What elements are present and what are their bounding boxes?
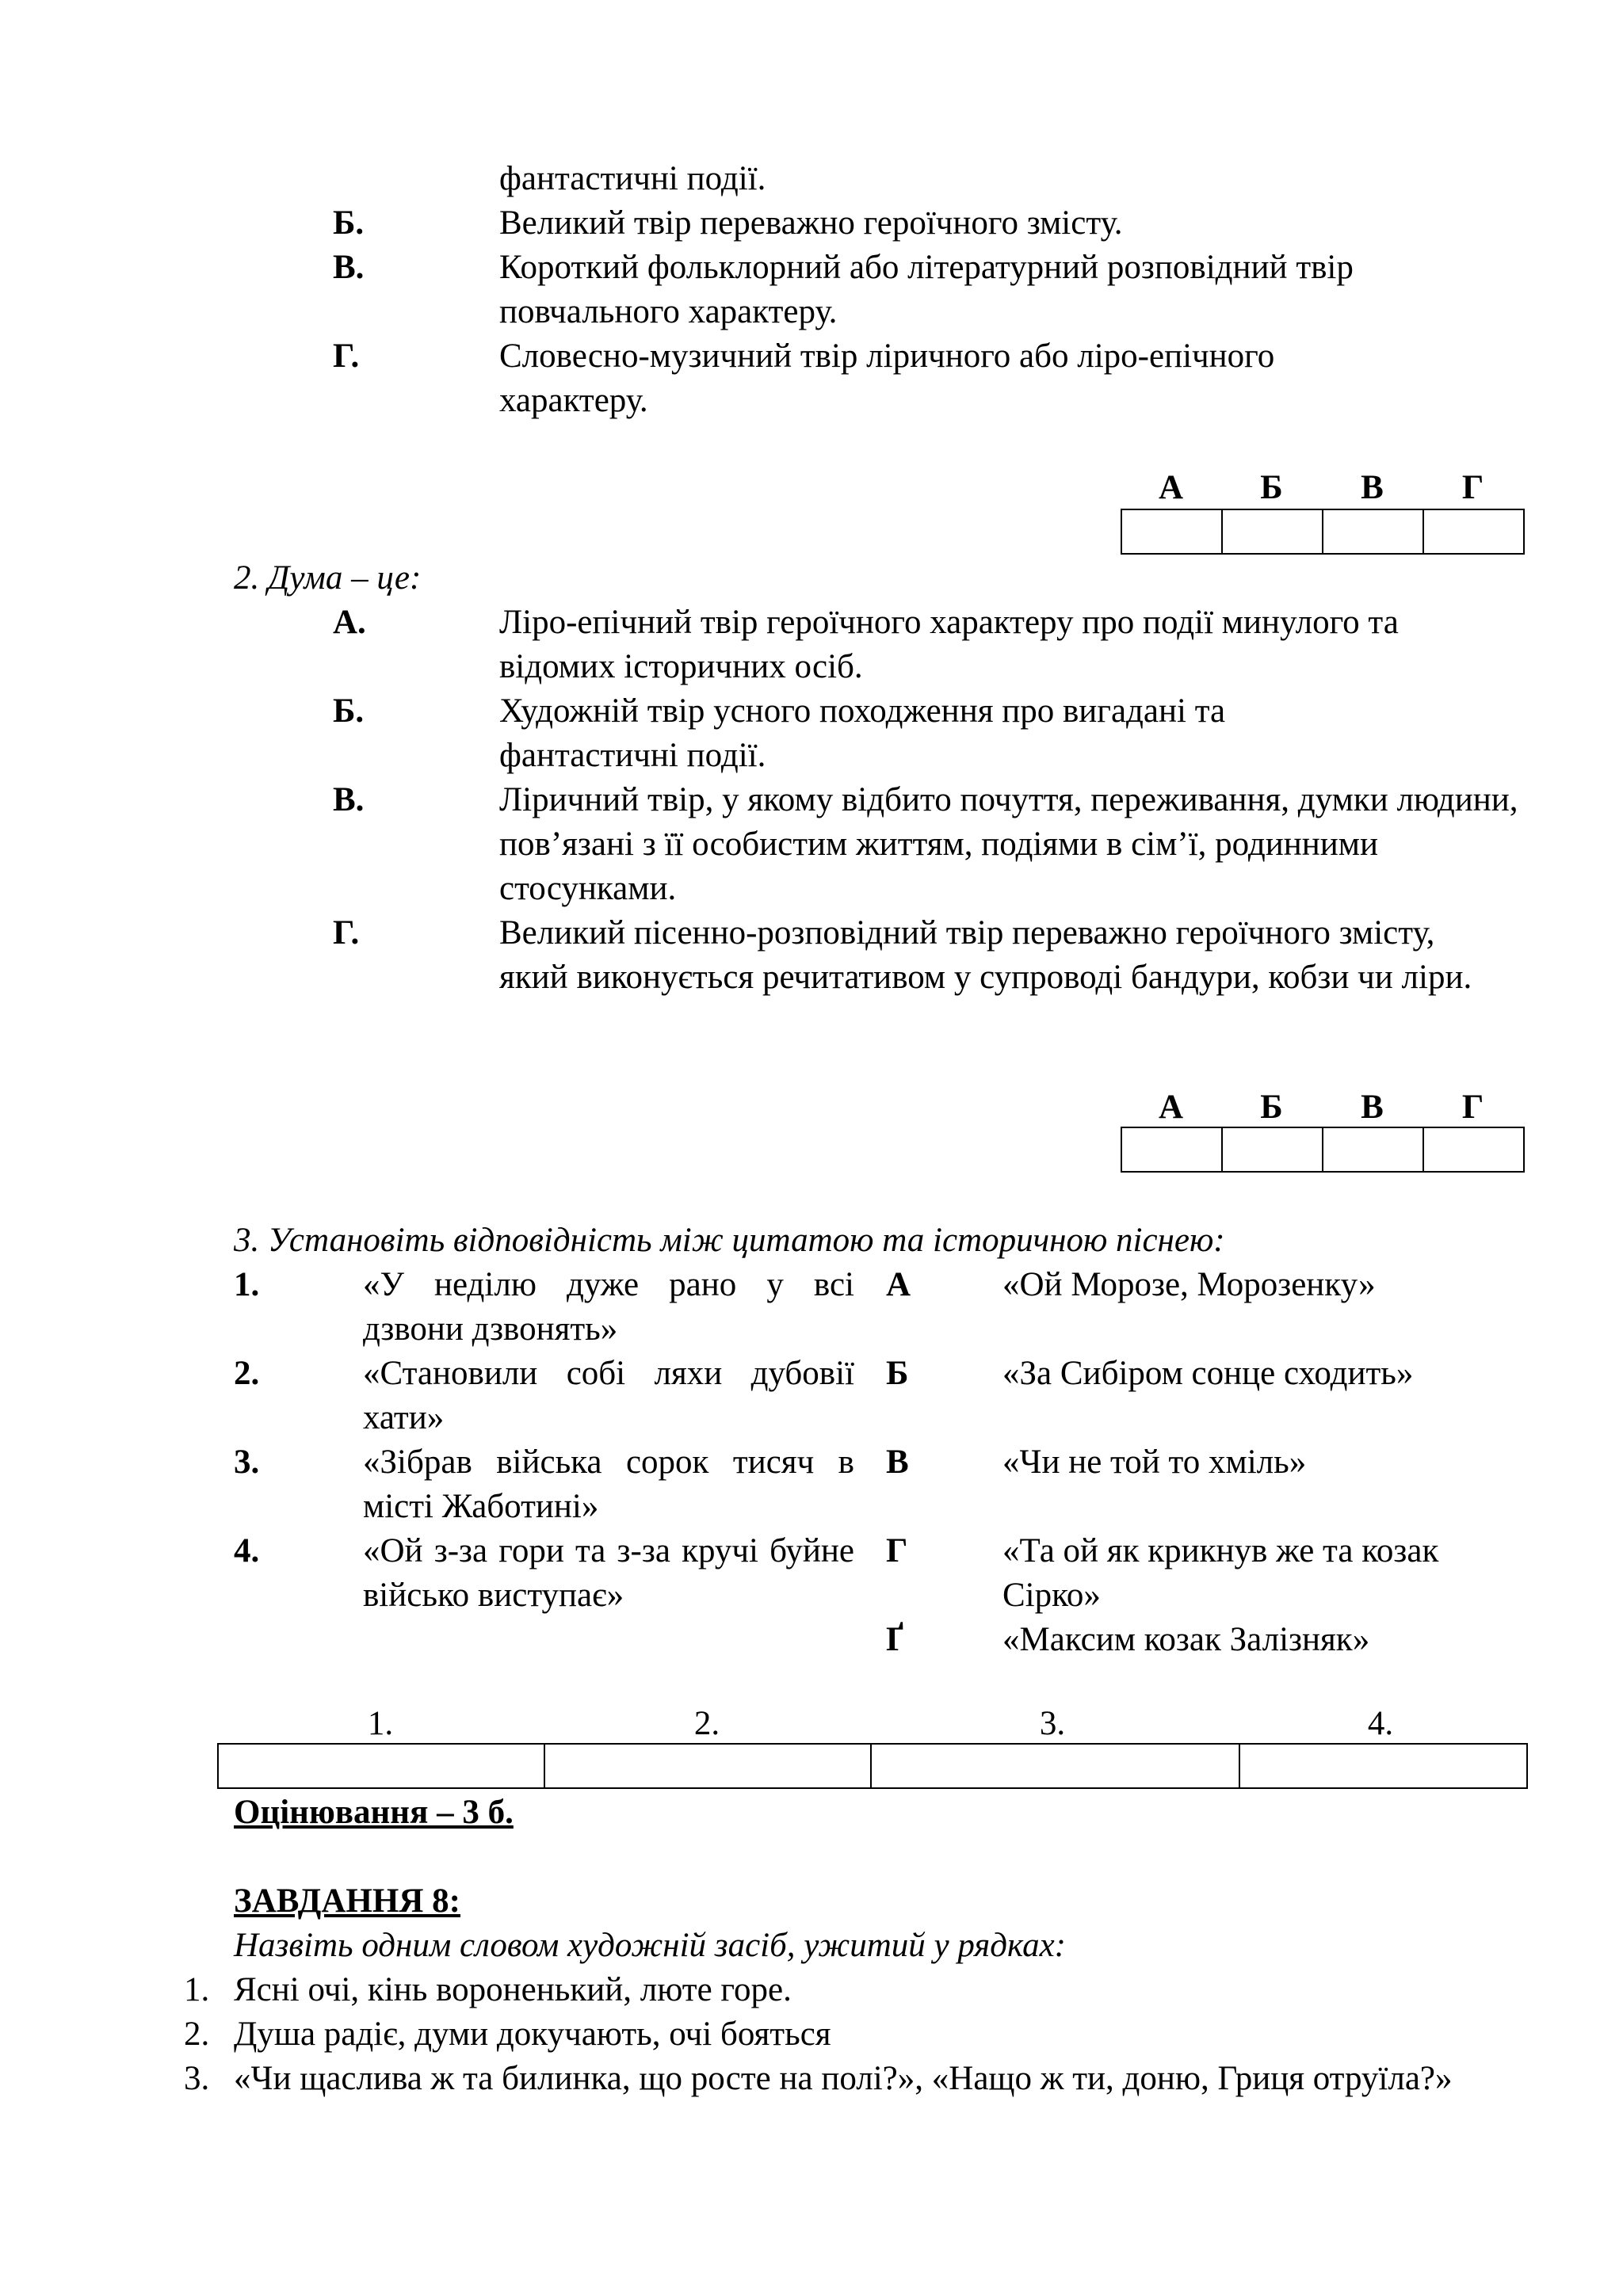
q1-option-b-text: Великий твір переважно героїчного змісту. — [499, 204, 1123, 242]
q2-option-v-text: Ліричний твір, у якому відбито почуття, переживання, думки людини, пов’язані з її особистим життям, подіями в сім’ї, родинними стосунками. — [499, 781, 1518, 907]
q3-answer-grid — [217, 1743, 1528, 1789]
q2-answer-cell-g[interactable] — [1423, 1127, 1524, 1172]
q2-title: 2. Дума – це: — [234, 559, 422, 597]
q2-answer-header-g: Г — [1461, 1089, 1484, 1126]
q3-answer-col-2: 2. — [693, 1705, 720, 1742]
q3-answer-col-4: 4. — [1367, 1705, 1394, 1742]
q3-quote-1-text: «У неділю дуже рано у всі дзвони дзвонять» — [363, 1266, 854, 1348]
q3-song-g-letter: Г — [886, 1532, 908, 1569]
q3-quote-4-text: «Ой з-за гори та з-за кручі буйне військо виступає» — [363, 1532, 854, 1614]
q1-option-a-continuation: фантастичні події. — [499, 160, 766, 197]
q2-answer-cell-b[interactable] — [1222, 1127, 1323, 1172]
q3-answer-cell-4[interactable] — [1239, 1744, 1527, 1788]
q3-grading: Оцінювання – 3 б. — [234, 1794, 514, 1831]
q3-song-v-letter: В — [886, 1444, 909, 1481]
q1-answer-cell-v[interactable] — [1323, 509, 1423, 554]
q1-option-g-text: Словесно-музичний твір ліричного або ліро-епічного характеру. — [499, 338, 1275, 419]
q2-answer-header-a: А — [1158, 1089, 1184, 1126]
q1-answer-cell-b[interactable] — [1222, 509, 1323, 554]
q2-option-g-text: Великий пісенно-розповідний твір переважно героїчного змісту, який виконується речитативом у супроводі бандури, кобзи чи ліри. — [499, 914, 1472, 996]
q3-answer-cell-3[interactable] — [871, 1744, 1239, 1788]
q3-quote-4-num: 4. — [234, 1532, 260, 1569]
q2-option-g-letter: Г. — [333, 914, 360, 952]
q2-answer-header-v: В — [1361, 1089, 1384, 1126]
q3-song-ge-text: «Максим козак Залізняк» — [1002, 1621, 1370, 1658]
q2-answer-header-b: Б — [1260, 1089, 1283, 1126]
q1-answer-header-v: В — [1361, 469, 1384, 506]
task8-item-3-text: «Чи щаслива ж та билинка, що росте на полі?», «Нащо ж ти, доню, Гриця отруїла?» — [234, 2060, 1453, 2097]
q3-quote-1-num: 1. — [234, 1266, 260, 1303]
q3-title: 3. Установіть відповідність між цитатою та історичною піснею: — [234, 1222, 1225, 1259]
q2-option-b-text: Художній твір усного походження про вигадані та фантастичні події. — [499, 692, 1226, 774]
q1-answer-cell-a[interactable] — [1121, 509, 1222, 554]
q2-option-v-letter: В. — [333, 781, 365, 818]
q1-answer-grid — [1121, 509, 1525, 555]
q1-option-b-letter: Б. — [333, 204, 365, 242]
q2-answer-grid — [1121, 1127, 1525, 1173]
q3-quote-3-num: 3. — [234, 1444, 260, 1481]
q1-option-g-letter: Г. — [333, 338, 360, 375]
q2-option-a-text: Ліро-епічний твір героїчного характеру про події минулого та відомих історичних осіб. — [499, 604, 1399, 685]
q1-answer-header-g: Г — [1461, 469, 1484, 506]
q3-answer-cell-1[interactable] — [218, 1744, 544, 1788]
q3-answer-col-3: 3. — [1039, 1705, 1066, 1742]
q1-answer-header-a: А — [1158, 469, 1184, 506]
task8-item-1-num: 1. — [184, 1971, 210, 2008]
task8-item-3-num: 3. — [184, 2060, 210, 2097]
q1-answer-header-b: Б — [1260, 469, 1283, 506]
task8-item-2-text: Душа радіє, думи докучають, очі бояться — [234, 2016, 831, 2053]
q1-option-v-letter: В. — [333, 249, 365, 286]
q2-answer-cell-v[interactable] — [1323, 1127, 1423, 1172]
q3-quote-2-text: «Становили собі ляхи дубовії хати» — [363, 1355, 854, 1436]
q3-song-a-letter: А — [886, 1266, 911, 1303]
q3-song-b-text: «За Сибіром сонце сходить» — [1002, 1355, 1414, 1392]
q1-answer-cell-g[interactable] — [1423, 509, 1524, 554]
q3-song-g-text: «Та ой як крикнув же та козак Сірко» — [1002, 1532, 1439, 1614]
q1-option-v-text: Короткий фольклорний або літературний розповідний твір повчального характеру. — [499, 249, 1354, 330]
q3-answer-cell-2[interactable] — [544, 1744, 871, 1788]
q3-song-ge-letter: Ґ — [886, 1621, 904, 1658]
q3-song-b-letter: Б — [886, 1355, 909, 1392]
q2-option-b-letter: Б. — [333, 692, 365, 730]
q3-quote-3-text: «Зібрав війська сорок тисяч в місті Жаботині» — [363, 1444, 854, 1525]
task8-instruction: Назвіть одним словом художній засіб, ужитий у рядках: — [234, 1927, 1066, 1964]
q3-quote-2-num: 2. — [234, 1355, 260, 1392]
q3-answer-col-1: 1. — [367, 1705, 394, 1742]
q2-answer-cell-a[interactable] — [1121, 1127, 1222, 1172]
q3-song-v-text: «Чи не той то хміль» — [1002, 1444, 1307, 1481]
task8-item-1-text: Ясні очі, кінь вороненький, люте горе. — [234, 1971, 792, 2008]
task8-heading: ЗАВДАННЯ 8: — [234, 1882, 460, 1920]
task8-item-2-num: 2. — [184, 2016, 210, 2053]
q2-option-a-letter: А. — [333, 604, 366, 641]
q3-song-a-text: «Ой Морозе, Морозенку» — [1002, 1266, 1376, 1303]
